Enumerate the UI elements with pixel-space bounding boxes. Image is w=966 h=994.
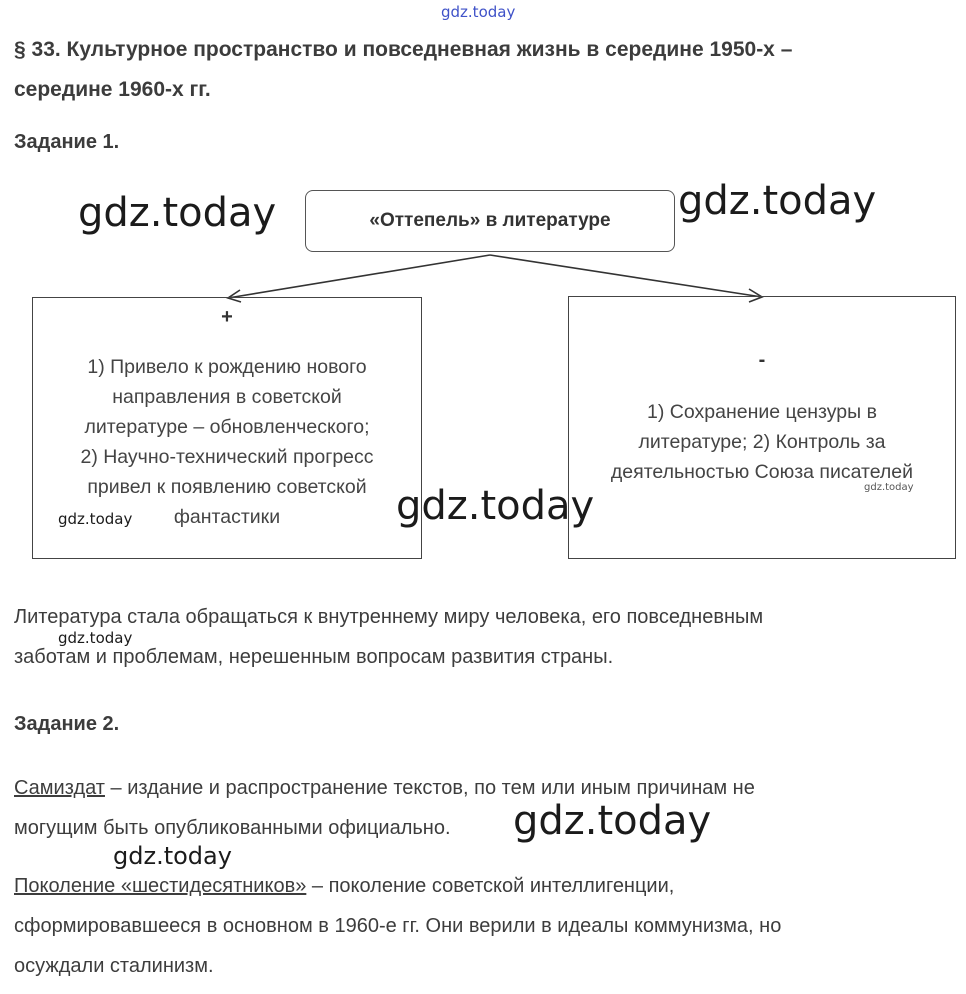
- plus-line: фантастики: [173, 506, 281, 528]
- plus-line: литературе – обновленческого;: [84, 416, 370, 438]
- watermark: gdz.today: [864, 482, 914, 493]
- minus-text: [569, 397, 955, 487]
- task1-label: Задание 1.: [14, 131, 120, 153]
- watermark: gdz.today: [58, 629, 133, 647]
- arrow-right: [490, 255, 762, 297]
- diagram-minus-box: [568, 296, 956, 559]
- plus-line: 1) Привело к рождению нового: [87, 356, 367, 378]
- paragraph-line2: заботам и проблемам, нерешенным вопросам развития страны.: [14, 646, 614, 668]
- plus-line: привел к появлению советской: [87, 476, 367, 498]
- minus-line: литературе; 2) Контроль за: [638, 431, 886, 453]
- task1-paragraph: [14, 597, 954, 677]
- plus-sign: +: [221, 306, 233, 328]
- arrow-left: [228, 255, 490, 298]
- definition-text: – поколение советской интеллигенции,: [306, 875, 675, 897]
- definition-line: осуждали сталинизм.: [14, 955, 214, 977]
- definition-samizdat: [14, 768, 954, 848]
- watermark: gdz.today: [396, 483, 595, 529]
- term-sixtiers: Поколение «шестидесятников»: [14, 875, 307, 897]
- minus-line: деятельностью Союза писателей: [610, 461, 914, 483]
- page-title-line1: § 33. Культурное пространство и повседневная жизнь в середине 1950-х –: [14, 38, 793, 61]
- definition-text: – издание и распространение текстов, по тем или иным причинам не: [104, 777, 755, 799]
- diagram-center-label: «Оттепель» в литературе: [369, 210, 611, 231]
- watermark: gdz.today: [678, 178, 877, 224]
- plus-text: [33, 352, 421, 532]
- definition-line: [14, 866, 954, 906]
- minus-sign: -: [758, 349, 766, 371]
- definition-line: сформировавшееся в основном в 1960-е гг. Они верили в идеалы коммунизма, но: [14, 915, 782, 937]
- watermark: gdz.today: [513, 798, 712, 844]
- paragraph-line1: Литература стала обращаться к внутреннему миру человека, его повседневным: [14, 606, 764, 628]
- watermark: gdz.today: [113, 842, 232, 870]
- watermark: gdz.today: [78, 190, 277, 236]
- definition-line: могущим быть опубликованными официально.: [14, 817, 451, 839]
- minus-line: 1) Сохранение цензуры в: [647, 401, 877, 423]
- page-title-line2: середине 1960-х гг.: [14, 78, 211, 101]
- plus-line: направления в советской: [112, 386, 342, 408]
- watermark-top: gdz.today: [441, 3, 516, 21]
- term-samizdat: Самиздат: [14, 777, 105, 799]
- plus-line: 2) Научно-технический прогресс: [80, 446, 374, 468]
- diagram-center-box: [305, 190, 675, 252]
- definition-sixtiers: [14, 866, 954, 986]
- definition-line: [14, 768, 954, 808]
- watermark: gdz.today: [58, 510, 133, 528]
- task2-label: Задание 2.: [14, 713, 120, 735]
